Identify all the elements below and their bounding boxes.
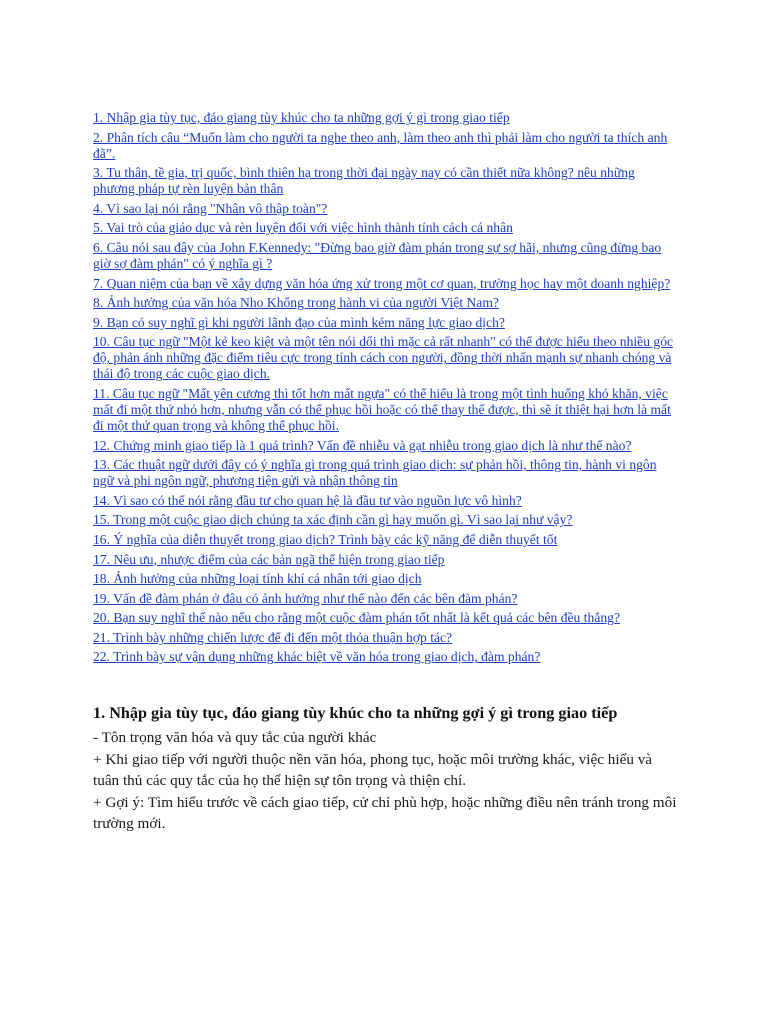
toc-link-9[interactable]: 9. Bạn có suy nghĩ gì khi người lãnh đạo của mình kém năng lực giao dịch? [93, 314, 505, 330]
document-page [93, 110, 677, 835]
toc-link-16[interactable]: 16. Ý nghĩa của diễn thuyết trong giao dịch? Trình bày các kỹ năng để diễn thuyết tốt [93, 531, 558, 547]
toc-link-7[interactable]: 7. Quan niệm của bạn về xây dựng văn hóa ứng xử trong một cơ quan, trường học hay một doanh nghiệp? [93, 275, 671, 291]
toc-item-2 [93, 130, 677, 162]
toc-item-21 [93, 630, 677, 646]
toc-item-1 [93, 110, 677, 126]
toc-item-18 [93, 571, 677, 587]
toc-link-21[interactable]: 21. Trình bày những chiến lược để đi đến một thỏa thuận hợp tác? [93, 629, 453, 645]
toc-item-11 [93, 386, 677, 434]
section-1-paragraph-3: + Gợi ý: Tìm hiểu trước về cách giao tiếp, cử chỉ phù hợp, hoặc những điều nên tránh trong môi trường mới. [93, 793, 677, 833]
section-1-paragraph-2: + Khi giao tiếp với người thuộc nền văn hóa, phong tục, hoặc môi trường khác, việc hiểu và tuân thủ các quy tắc của họ thể hiện sự tôn trọng và thiện chí. [93, 750, 653, 790]
section-1 [93, 703, 677, 835]
toc-link-12[interactable]: 12. Chứng minh giao tiếp là 1 quá trình? Vấn đề nhiễu và gạt nhiễu trong giao dịch là như thế nào? [93, 437, 632, 453]
toc-item-12 [93, 438, 677, 454]
toc-link-11[interactable]: 11. Câu tục ngữ "Mất yên cương thì tốt hơn mất ngựa" có thể hiểu là trong một tình huống khó khăn, việc mất đi một thứ nhỏ hơn, nhưng vẫn có thể phục hồi hoặc có thể thay thế được, thì sẽ ít thiệt hại hơn là mất đi một thứ quan trọng và không thể phục hồi. [93, 385, 671, 433]
toc-link-3[interactable]: 3. Tu thân, tề gia, trị quốc, bình thiên hạ trong thời đại ngày nay có cần thiết nữa không? nêu những phương pháp tự rèn luyện bản thân [93, 165, 635, 197]
section-1-paragraph-1: - Tôn trọng văn hóa và quy tắc của người khác [93, 729, 377, 747]
toc-item-3 [93, 165, 677, 197]
toc-link-1[interactable]: 1. Nhập gia tùy tục, đáo giang tùy khúc cho ta những gợi ý gì trong giao tiếp [93, 110, 510, 125]
toc-item-10 [93, 334, 677, 382]
toc-item-8 [93, 295, 677, 311]
toc-link-8[interactable]: 8. Ảnh hưởng của văn hóa Nho Khổng trong hành vi của người Việt Nam? [93, 295, 499, 311]
toc-item-16 [93, 532, 677, 548]
toc-item-17 [93, 552, 677, 568]
section-1-heading: 1. Nhập gia tùy tục, đáo giang tùy khúc cho ta những gợi ý gì trong giao tiếp [93, 704, 618, 723]
toc-link-22[interactable]: 22. Trình bày sự vận dụng những khác biệt về văn hóa trong giao dịch, đàm phán? [93, 649, 541, 665]
toc-link-17[interactable]: 17. Nêu ưu, nhược điểm của các bản ngã thể hiện trong giao tiếp [93, 551, 445, 567]
toc-link-10[interactable]: 10. Câu tục ngữ "Một kẻ keo kiệt và một tên nói dối thì mặc cả rất nhanh" có thể được hiểu theo nhiều góc độ, phản ánh những đặc điểm tiêu cực trong tính cách con người, đồng thời nhấn mạnh sự nhanh chóng và thái độ trong các cuộc giao dịch. [93, 334, 674, 382]
toc-link-15[interactable]: 15. Trong một cuộc giao dịch chúng ta xác định cần gì hay muốn gì. Vì sao lại như vậy? [93, 512, 573, 528]
toc-item-9 [93, 315, 677, 331]
toc-item-20 [93, 610, 677, 626]
toc-item-19 [93, 591, 677, 607]
table-of-contents [93, 110, 677, 665]
toc-item-22 [93, 649, 677, 665]
toc-item-4 [93, 201, 677, 217]
toc-item-14 [93, 493, 677, 509]
toc-item-6 [93, 240, 677, 272]
toc-link-5[interactable]: 5. Vai trò của giáo dục và rèn luyện đối với việc hình thành tính cách cá nhân [93, 220, 513, 236]
toc-link-14[interactable]: 14. Vì sao có thể nói rằng đầu tư cho quan hệ là đầu tư vào nguồn lực vô hình? [93, 492, 522, 508]
toc-item-15 [93, 512, 677, 528]
toc-link-19[interactable]: 19. Vấn đề đàm phán ở đâu có ảnh hưởng như thế nào đến các bên đàm phán? [93, 590, 518, 606]
toc-link-2[interactable]: 2. Phân tích câu “Muốn làm cho người ta nghe theo anh, làm theo anh thì phải làm cho người ta thích anh đã”. [93, 129, 668, 161]
toc-link-4[interactable]: 4. Vì sao lại nói rằng "Nhân vô thập toàn"? [93, 200, 328, 216]
toc-item-13 [93, 457, 677, 489]
toc-link-6[interactable]: 6. Câu nói sau đây của John F.Kennedy: "Đừng bao giờ đàm phán trong sự sợ hãi, nhưng cũng đừng bao giờ sợ đàm phán" có ý nghĩa gì ? [93, 239, 662, 271]
toc-link-20[interactable]: 20. Bạn suy nghĩ thế nào nếu cho rằng một cuộc đàm phán tốt nhất là kết quả các bên đều thắng? [93, 610, 620, 626]
toc-item-5 [93, 220, 677, 236]
toc-item-7 [93, 276, 677, 292]
toc-link-18[interactable]: 18. Ảnh hưởng của những loại tính khí cá nhân tới giao dịch [93, 571, 422, 587]
toc-link-13[interactable]: 13. Các thuật ngữ dưới đây có ý nghĩa gì trong quá trình giao dịch: sự phản hồi, thông tin, hành vi ngôn ngữ và phi ngôn ngữ, phương tiện gửi và nhận thông tin [93, 457, 657, 489]
